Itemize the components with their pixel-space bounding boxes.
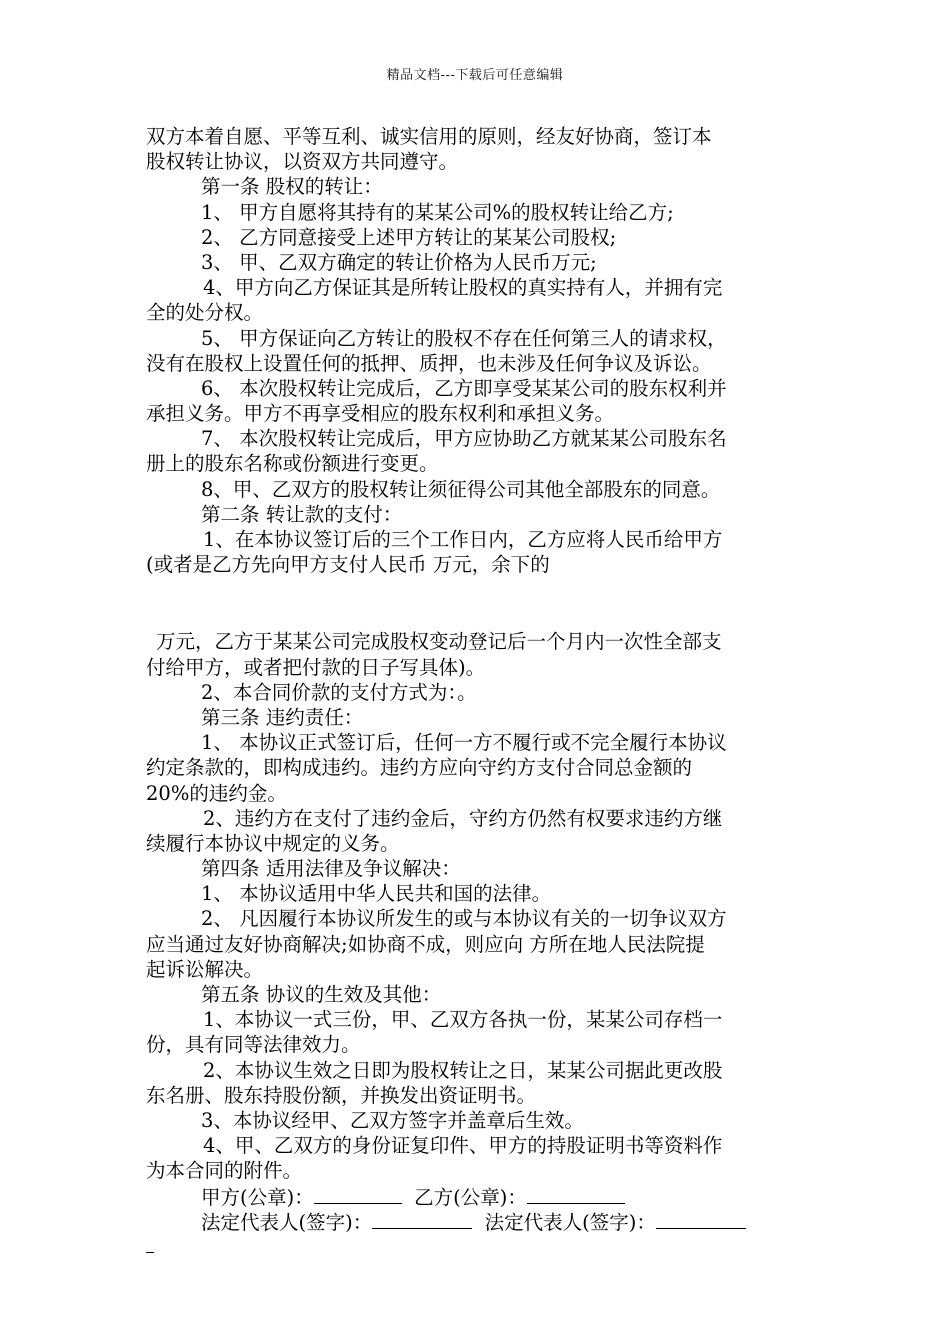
clause-line: 1、 甲方自愿将其持有的某某公司%的股权转让给乙方; [201, 200, 674, 224]
party-b-seal-label: 乙方(公章)： [414, 1185, 527, 1209]
clause-line: 1、 本协议正式签订后，任何一方不履行或不完全履行本协议 [201, 731, 727, 755]
clause-line: 全的处分权。 [146, 301, 264, 325]
clause-line: 2、 乙方同意接受上述甲方转让的某某公司股权; [201, 225, 617, 249]
clause-line: 应当通过友好协商解决;如协商不成，则应向 方所在地人民法院提 [146, 932, 705, 956]
clause-line: 没有在股权上设置任何的抵押、质押，也未涉及任何争议及诉讼。 [146, 351, 712, 375]
paragraph-line: 股权转让协议，以资双方共同遵守。 [146, 150, 459, 174]
clause-line: 约定条款的，即构成违约。违约方应向守约方支付合同总金额的 [146, 756, 693, 780]
clause-line: 20%的违约金。 [146, 781, 287, 805]
underline-mark [146, 1240, 154, 1253]
clause-line: 8、甲、乙双方的股权转让须征得公司其他全部股东的同意。 [201, 477, 721, 501]
party-a-seal-blank [314, 1184, 402, 1204]
clause-line: 3、本协议经甲、乙双方签字并盖章后生效。 [201, 1108, 584, 1132]
article-heading: 第一条 股权的转让： [201, 175, 383, 199]
clause-line: 4、甲、乙双方的身份证复印件、甲方的持股证明书等资料作 [203, 1134, 723, 1158]
seal-line [146, 1184, 808, 1209]
article-heading: 第三条 违约责任： [201, 705, 364, 729]
paragraph-line: 双方本着自愿、平等互利、诚实信用的原则，经友好协商，签订本 [146, 125, 712, 148]
party-a-seal-label: 甲方(公章)： [201, 1185, 314, 1209]
clause-line: 万元，乙方于某某公司完成股权变动登记后一个月内一次性全部支 [156, 630, 722, 654]
clause-line: 起诉讼解决。 [146, 957, 264, 981]
clause-line: 续履行本协议中规定的义务。 [146, 831, 400, 855]
clause-line: 2、本合同价款的支付方式为：。 [201, 680, 477, 704]
clause-line: 1、本协议一式三份，甲、乙双方各执一份，某某公司存档一 [203, 1008, 723, 1032]
rep-b-label: 法定代表人(签字)： [484, 1210, 656, 1234]
clause-line: 7、 本次股权转让完成后，甲方应协助乙方就某某公司股东名 [201, 427, 727, 451]
article-heading: 第二条 转让款的支付： [201, 502, 403, 526]
article-heading: 第五条 协议的生效及其他： [201, 983, 442, 1006]
contract-body [146, 124, 808, 1254]
clause-line: 2、违约方在支付了违约金后，守约方仍然有权要求违约方继 [203, 806, 723, 830]
clause-line: (或者是乙方先向甲方支付人民币 万元，余下的 [146, 553, 550, 577]
rep-a-label: 法定代表人(签字)： [201, 1210, 373, 1234]
rep-a-blank [372, 1209, 472, 1229]
clause-line: 东名册、股东持股份额，并换发出资证明书。 [146, 1083, 537, 1107]
clause-line: 5、 甲方保证向乙方转让的股权不存在任何第三人的请求权， [201, 326, 727, 350]
trailing-underline [146, 1234, 808, 1254]
clause-line: 1、 本协议适用中华人民共和国的法律。 [201, 882, 552, 906]
clause-line: 承担义务。甲方不再享受相应的股东权利和承担义务。 [146, 402, 615, 426]
rep-b-blank [656, 1209, 746, 1229]
representative-line [146, 1209, 808, 1234]
clause-line: 1、在本协议签订后的三个工作日内，乙方应将人民币给甲方 [203, 528, 723, 551]
clause-line: 付给甲方，或者把付款的日子写具体)。 [146, 655, 486, 679]
party-b-seal-blank [527, 1184, 625, 1204]
clause-line: 册上的股东名称或份额进行变更。 [146, 452, 439, 476]
clause-line: 3、 甲、乙双方确定的转让价格为人民币万元; [201, 250, 597, 274]
blank-gap [146, 577, 808, 629]
article-heading: 第四条 适用法律及争议解决： [201, 857, 461, 881]
page-header: 精品文档---下载后可任意编辑 [386, 68, 564, 83]
clause-line: 2、本协议生效之日即为股权转让之日，某某公司据此更改股 [203, 1058, 723, 1082]
clause-line: 2、 凡因履行本协议所发生的或与本协议有关的一切争议双方 [201, 907, 727, 931]
clause-line: 4、甲方向乙方保证其是所转让股权的真实持有人，并拥有完 [203, 276, 723, 300]
clause-line: 6、 本次股权转让完成后，乙方即享受某某公司的股东权利并 [201, 376, 727, 400]
clause-line: 份，具有同等法律效力。 [146, 1033, 361, 1057]
clause-line: 为本合同的附件。 [146, 1159, 303, 1183]
